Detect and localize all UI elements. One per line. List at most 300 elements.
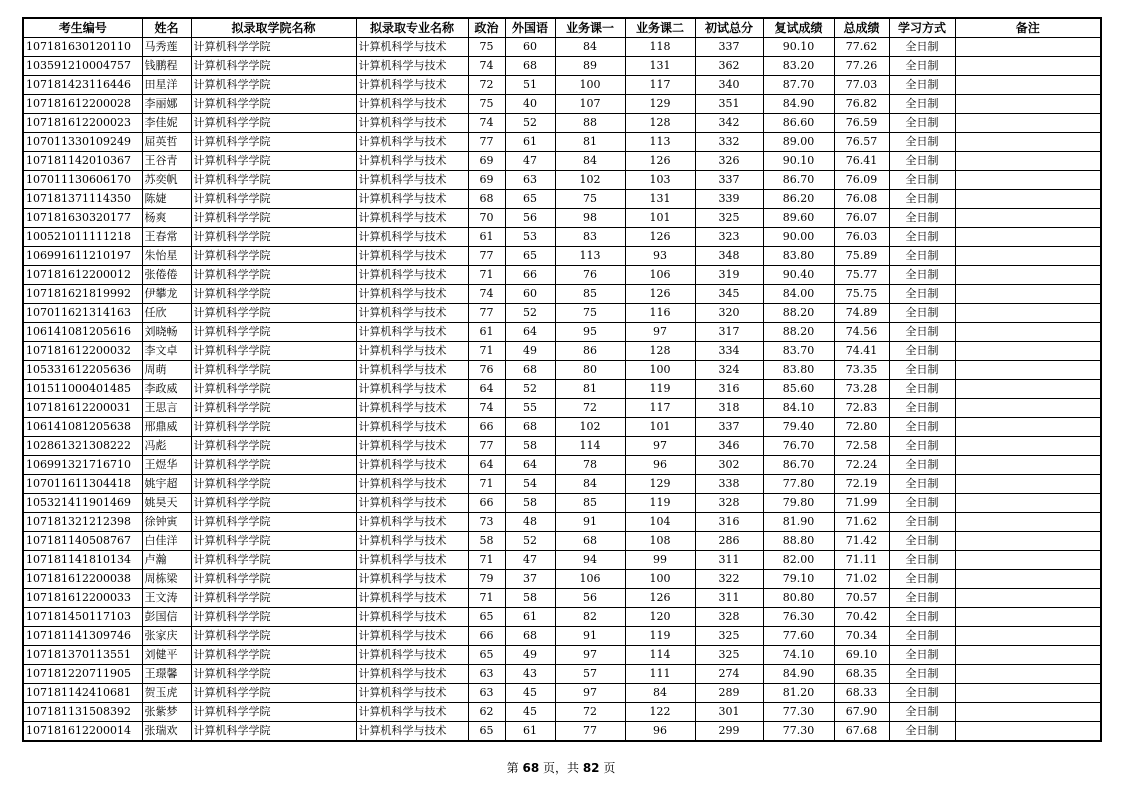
cell-remarks bbox=[955, 57, 1101, 76]
cell-retest-score: 79.80 bbox=[763, 494, 834, 513]
cell-course-one: 85 bbox=[555, 285, 625, 304]
cell-college: 计算机科学学院 bbox=[191, 494, 356, 513]
cell-candidate-id: 105331612205636 bbox=[23, 361, 142, 380]
cell-foreign-language: 60 bbox=[505, 38, 555, 57]
cell-prelim-total: 316 bbox=[695, 380, 763, 399]
cell-candidate-id: 107181612200023 bbox=[23, 114, 142, 133]
cell-course-two: 117 bbox=[625, 76, 695, 95]
cell-politics: 75 bbox=[468, 38, 505, 57]
table-row bbox=[23, 608, 1101, 627]
cell-college: 计算机科学学院 bbox=[191, 95, 356, 114]
cell-course-two: 99 bbox=[625, 551, 695, 570]
cell-politics: 66 bbox=[468, 418, 505, 437]
cell-college: 计算机科学学院 bbox=[191, 646, 356, 665]
cell-retest-score: 90.40 bbox=[763, 266, 834, 285]
cell-course-two: 129 bbox=[625, 95, 695, 114]
cell-candidate-id: 107011621314163 bbox=[23, 304, 142, 323]
cell-name: 彭国信 bbox=[142, 608, 191, 627]
cell-course-two: 106 bbox=[625, 266, 695, 285]
cell-course-two: 111 bbox=[625, 665, 695, 684]
cell-name: 冯彪 bbox=[142, 437, 191, 456]
cell-remarks bbox=[955, 342, 1101, 361]
cell-name: 王璟馨 bbox=[142, 665, 191, 684]
cell-study-mode: 全日制 bbox=[889, 608, 955, 627]
cell-study-mode: 全日制 bbox=[889, 361, 955, 380]
cell-name: 李文卓 bbox=[142, 342, 191, 361]
cell-remarks bbox=[955, 133, 1101, 152]
cell-foreign-language: 65 bbox=[505, 247, 555, 266]
column-header-college: 拟录取学院名称 bbox=[191, 18, 356, 38]
cell-major: 计算机科学与技术 bbox=[356, 114, 468, 133]
cell-politics: 63 bbox=[468, 665, 505, 684]
cell-major: 计算机科学与技术 bbox=[356, 152, 468, 171]
cell-name: 屈英哲 bbox=[142, 133, 191, 152]
cell-name: 杨爽 bbox=[142, 209, 191, 228]
cell-foreign-language: 47 bbox=[505, 152, 555, 171]
cell-candidate-id: 107181612200033 bbox=[23, 589, 142, 608]
cell-course-two: 119 bbox=[625, 380, 695, 399]
column-header-politics: 政治 bbox=[468, 18, 505, 38]
cell-politics: 61 bbox=[468, 323, 505, 342]
cell-prelim-total: 274 bbox=[695, 665, 763, 684]
cell-total-score: 70.42 bbox=[834, 608, 889, 627]
cell-total-score: 74.56 bbox=[834, 323, 889, 342]
cell-college: 计算机科学学院 bbox=[191, 38, 356, 57]
cell-candidate-id: 107181612200028 bbox=[23, 95, 142, 114]
cell-foreign-language: 64 bbox=[505, 456, 555, 475]
cell-total-score: 71.42 bbox=[834, 532, 889, 551]
cell-politics: 66 bbox=[468, 494, 505, 513]
table-row bbox=[23, 228, 1101, 247]
cell-study-mode: 全日制 bbox=[889, 418, 955, 437]
cell-course-two: 117 bbox=[625, 399, 695, 418]
table-row bbox=[23, 456, 1101, 475]
cell-politics: 64 bbox=[468, 380, 505, 399]
cell-study-mode: 全日制 bbox=[889, 76, 955, 95]
cell-retest-score: 88.20 bbox=[763, 323, 834, 342]
cell-course-one: 82 bbox=[555, 608, 625, 627]
column-header-course-one: 业务课一 bbox=[555, 18, 625, 38]
cell-name: 邢鼎威 bbox=[142, 418, 191, 437]
cell-name: 周栋梁 bbox=[142, 570, 191, 589]
cell-retest-score: 88.20 bbox=[763, 304, 834, 323]
cell-name: 白佳洋 bbox=[142, 532, 191, 551]
cell-prelim-total: 301 bbox=[695, 703, 763, 722]
cell-course-two: 97 bbox=[625, 437, 695, 456]
cell-remarks bbox=[955, 266, 1101, 285]
cell-study-mode: 全日制 bbox=[889, 266, 955, 285]
cell-course-one: 102 bbox=[555, 171, 625, 190]
cell-prelim-total: 318 bbox=[695, 399, 763, 418]
cell-prelim-total: 323 bbox=[695, 228, 763, 247]
cell-foreign-language: 63 bbox=[505, 171, 555, 190]
cell-college: 计算机科学学院 bbox=[191, 133, 356, 152]
cell-course-one: 85 bbox=[555, 494, 625, 513]
cell-remarks bbox=[955, 532, 1101, 551]
cell-major: 计算机科学与技术 bbox=[356, 494, 468, 513]
cell-course-two: 97 bbox=[625, 323, 695, 342]
cell-candidate-id: 103591210004757 bbox=[23, 57, 142, 76]
cell-course-two: 126 bbox=[625, 589, 695, 608]
cell-prelim-total: 302 bbox=[695, 456, 763, 475]
cell-course-one: 98 bbox=[555, 209, 625, 228]
cell-course-one: 81 bbox=[555, 133, 625, 152]
cell-total-score: 72.24 bbox=[834, 456, 889, 475]
cell-remarks bbox=[955, 513, 1101, 532]
cell-name: 卢瀚 bbox=[142, 551, 191, 570]
table-row bbox=[23, 380, 1101, 399]
cell-candidate-id: 106141081205638 bbox=[23, 418, 142, 437]
cell-prelim-total: 334 bbox=[695, 342, 763, 361]
cell-remarks bbox=[955, 570, 1101, 589]
cell-total-score: 75.75 bbox=[834, 285, 889, 304]
cell-candidate-id: 107181423116446 bbox=[23, 76, 142, 95]
cell-name: 贺玉虎 bbox=[142, 684, 191, 703]
cell-remarks bbox=[955, 437, 1101, 456]
cell-politics: 65 bbox=[468, 608, 505, 627]
cell-candidate-id: 107181630320177 bbox=[23, 209, 142, 228]
table-row bbox=[23, 323, 1101, 342]
cell-total-score: 74.41 bbox=[834, 342, 889, 361]
cell-study-mode: 全日制 bbox=[889, 228, 955, 247]
cell-name: 钱鹏程 bbox=[142, 57, 191, 76]
cell-course-one: 83 bbox=[555, 228, 625, 247]
cell-remarks bbox=[955, 475, 1101, 494]
cell-politics: 74 bbox=[468, 57, 505, 76]
cell-remarks bbox=[955, 456, 1101, 475]
cell-total-score: 76.57 bbox=[834, 133, 889, 152]
cell-retest-score: 86.20 bbox=[763, 190, 834, 209]
table-row bbox=[23, 589, 1101, 608]
table-row bbox=[23, 437, 1101, 456]
table-row bbox=[23, 399, 1101, 418]
current-page-number: 68 bbox=[522, 761, 540, 775]
cell-name: 周萌 bbox=[142, 361, 191, 380]
cell-foreign-language: 68 bbox=[505, 627, 555, 646]
cell-course-two: 126 bbox=[625, 152, 695, 171]
cell-course-two: 129 bbox=[625, 475, 695, 494]
cell-course-one: 76 bbox=[555, 266, 625, 285]
cell-prelim-total: 337 bbox=[695, 171, 763, 190]
cell-foreign-language: 52 bbox=[505, 114, 555, 133]
cell-prelim-total: 322 bbox=[695, 570, 763, 589]
cell-politics: 74 bbox=[468, 114, 505, 133]
cell-politics: 64 bbox=[468, 456, 505, 475]
column-header-remarks: 备注 bbox=[955, 18, 1101, 38]
cell-retest-score: 83.70 bbox=[763, 342, 834, 361]
cell-total-score: 70.34 bbox=[834, 627, 889, 646]
cell-major: 计算机科学与技术 bbox=[356, 95, 468, 114]
cell-name: 陈婕 bbox=[142, 190, 191, 209]
table-row bbox=[23, 95, 1101, 114]
cell-study-mode: 全日制 bbox=[889, 703, 955, 722]
cell-college: 计算机科学学院 bbox=[191, 209, 356, 228]
cell-remarks bbox=[955, 152, 1101, 171]
cell-study-mode: 全日制 bbox=[889, 627, 955, 646]
table-row bbox=[23, 475, 1101, 494]
cell-course-one: 88 bbox=[555, 114, 625, 133]
cell-prelim-total: 326 bbox=[695, 152, 763, 171]
table-row bbox=[23, 114, 1101, 133]
cell-college: 计算机科学学院 bbox=[191, 361, 356, 380]
cell-foreign-language: 52 bbox=[505, 304, 555, 323]
cell-major: 计算机科学与技术 bbox=[356, 589, 468, 608]
cell-total-score: 71.99 bbox=[834, 494, 889, 513]
cell-remarks bbox=[955, 608, 1101, 627]
cell-prelim-total: 346 bbox=[695, 437, 763, 456]
cell-candidate-id: 106141081205616 bbox=[23, 323, 142, 342]
cell-study-mode: 全日制 bbox=[889, 114, 955, 133]
cell-retest-score: 80.80 bbox=[763, 589, 834, 608]
cell-foreign-language: 53 bbox=[505, 228, 555, 247]
cell-prelim-total: 337 bbox=[695, 38, 763, 57]
cell-course-two: 93 bbox=[625, 247, 695, 266]
cell-remarks bbox=[955, 665, 1101, 684]
cell-total-score: 67.90 bbox=[834, 703, 889, 722]
cell-college: 计算机科学学院 bbox=[191, 665, 356, 684]
cell-study-mode: 全日制 bbox=[889, 494, 955, 513]
cell-candidate-id: 107181621819992 bbox=[23, 285, 142, 304]
cell-college: 计算机科学学院 bbox=[191, 399, 356, 418]
cell-major: 计算机科学与技术 bbox=[356, 361, 468, 380]
cell-major: 计算机科学与技术 bbox=[356, 475, 468, 494]
cell-course-one: 57 bbox=[555, 665, 625, 684]
cell-college: 计算机科学学院 bbox=[191, 76, 356, 95]
cell-college: 计算机科学学院 bbox=[191, 342, 356, 361]
cell-candidate-id: 107181612200014 bbox=[23, 722, 142, 742]
cell-study-mode: 全日制 bbox=[889, 209, 955, 228]
table-body bbox=[23, 38, 1101, 742]
cell-candidate-id: 106991611210197 bbox=[23, 247, 142, 266]
cell-course-one: 113 bbox=[555, 247, 625, 266]
cell-course-one: 107 bbox=[555, 95, 625, 114]
cell-course-one: 77 bbox=[555, 722, 625, 742]
cell-name: 姚宇超 bbox=[142, 475, 191, 494]
cell-prelim-total: 316 bbox=[695, 513, 763, 532]
cell-remarks bbox=[955, 114, 1101, 133]
cell-name: 李佳妮 bbox=[142, 114, 191, 133]
cell-foreign-language: 52 bbox=[505, 380, 555, 399]
cell-foreign-language: 49 bbox=[505, 646, 555, 665]
cell-course-two: 84 bbox=[625, 684, 695, 703]
cell-college: 计算机科学学院 bbox=[191, 532, 356, 551]
cell-college: 计算机科学学院 bbox=[191, 266, 356, 285]
cell-course-two: 100 bbox=[625, 361, 695, 380]
cell-major: 计算机科学与技术 bbox=[356, 380, 468, 399]
cell-total-score: 76.82 bbox=[834, 95, 889, 114]
cell-politics: 62 bbox=[468, 703, 505, 722]
cell-study-mode: 全日制 bbox=[889, 171, 955, 190]
cell-politics: 79 bbox=[468, 570, 505, 589]
cell-prelim-total: 311 bbox=[695, 589, 763, 608]
cell-total-score: 72.19 bbox=[834, 475, 889, 494]
cell-course-two: 101 bbox=[625, 209, 695, 228]
cell-course-one: 106 bbox=[555, 570, 625, 589]
cell-prelim-total: 320 bbox=[695, 304, 763, 323]
cell-total-score: 72.80 bbox=[834, 418, 889, 437]
cell-politics: 71 bbox=[468, 551, 505, 570]
cell-course-two: 120 bbox=[625, 608, 695, 627]
cell-major: 计算机科学与技术 bbox=[356, 722, 468, 742]
cell-college: 计算机科学学院 bbox=[191, 722, 356, 742]
cell-total-score: 67.68 bbox=[834, 722, 889, 742]
cell-remarks bbox=[955, 209, 1101, 228]
cell-retest-score: 89.00 bbox=[763, 133, 834, 152]
cell-college: 计算机科学学院 bbox=[191, 437, 356, 456]
cell-college: 计算机科学学院 bbox=[191, 684, 356, 703]
cell-course-one: 81 bbox=[555, 380, 625, 399]
cell-study-mode: 全日制 bbox=[889, 475, 955, 494]
cell-politics: 66 bbox=[468, 627, 505, 646]
cell-politics: 75 bbox=[468, 95, 505, 114]
cell-college: 计算机科学学院 bbox=[191, 703, 356, 722]
cell-college: 计算机科学学院 bbox=[191, 570, 356, 589]
cell-prelim-total: 342 bbox=[695, 114, 763, 133]
cell-candidate-id: 107011130606170 bbox=[23, 171, 142, 190]
cell-course-one: 84 bbox=[555, 475, 625, 494]
cell-major: 计算机科学与技术 bbox=[356, 627, 468, 646]
table-row bbox=[23, 418, 1101, 437]
cell-foreign-language: 45 bbox=[505, 684, 555, 703]
cell-candidate-id: 107181612200032 bbox=[23, 342, 142, 361]
cell-course-two: 108 bbox=[625, 532, 695, 551]
cell-prelim-total: 286 bbox=[695, 532, 763, 551]
cell-course-two: 118 bbox=[625, 38, 695, 57]
footer-suffix: 页 bbox=[599, 761, 616, 775]
cell-candidate-id: 107181371114350 bbox=[23, 190, 142, 209]
cell-course-one: 100 bbox=[555, 76, 625, 95]
cell-study-mode: 全日制 bbox=[889, 380, 955, 399]
cell-candidate-id: 107181142010367 bbox=[23, 152, 142, 171]
cell-prelim-total: 337 bbox=[695, 418, 763, 437]
cell-course-two: 101 bbox=[625, 418, 695, 437]
cell-prelim-total: 351 bbox=[695, 95, 763, 114]
cell-foreign-language: 68 bbox=[505, 418, 555, 437]
cell-name: 刘健平 bbox=[142, 646, 191, 665]
cell-major: 计算机科学与技术 bbox=[356, 57, 468, 76]
cell-retest-score: 86.70 bbox=[763, 171, 834, 190]
cell-course-one: 114 bbox=[555, 437, 625, 456]
cell-study-mode: 全日制 bbox=[889, 95, 955, 114]
cell-foreign-language: 43 bbox=[505, 665, 555, 684]
page-footer bbox=[0, 759, 1122, 776]
cell-total-score: 71.62 bbox=[834, 513, 889, 532]
cell-major: 计算机科学与技术 bbox=[356, 209, 468, 228]
cell-major: 计算机科学与技术 bbox=[356, 665, 468, 684]
cell-course-one: 72 bbox=[555, 399, 625, 418]
cell-remarks bbox=[955, 703, 1101, 722]
cell-politics: 68 bbox=[468, 190, 505, 209]
cell-total-score: 76.41 bbox=[834, 152, 889, 171]
column-header-prelim-total: 初试总分 bbox=[695, 18, 763, 38]
cell-name: 王煜华 bbox=[142, 456, 191, 475]
cell-candidate-id: 107181370113551 bbox=[23, 646, 142, 665]
cell-candidate-id: 100521011111218 bbox=[23, 228, 142, 247]
cell-remarks bbox=[955, 722, 1101, 742]
cell-remarks bbox=[955, 494, 1101, 513]
cell-politics: 71 bbox=[468, 266, 505, 285]
cell-college: 计算机科学学院 bbox=[191, 323, 356, 342]
table-row bbox=[23, 247, 1101, 266]
cell-total-score: 73.35 bbox=[834, 361, 889, 380]
cell-course-two: 131 bbox=[625, 190, 695, 209]
table-row bbox=[23, 57, 1101, 76]
cell-remarks bbox=[955, 380, 1101, 399]
cell-major: 计算机科学与技术 bbox=[356, 513, 468, 532]
cell-course-one: 78 bbox=[555, 456, 625, 475]
table-row bbox=[23, 190, 1101, 209]
table-row bbox=[23, 152, 1101, 171]
table-row bbox=[23, 209, 1101, 228]
cell-study-mode: 全日制 bbox=[889, 570, 955, 589]
cell-total-score: 69.10 bbox=[834, 646, 889, 665]
cell-retest-score: 77.60 bbox=[763, 627, 834, 646]
cell-candidate-id: 107181142410681 bbox=[23, 684, 142, 703]
cell-major: 计算机科学与技术 bbox=[356, 228, 468, 247]
table-row bbox=[23, 703, 1101, 722]
cell-retest-score: 89.60 bbox=[763, 209, 834, 228]
cell-politics: 77 bbox=[468, 247, 505, 266]
cell-politics: 76 bbox=[468, 361, 505, 380]
cell-prelim-total: 339 bbox=[695, 190, 763, 209]
cell-course-one: 94 bbox=[555, 551, 625, 570]
cell-course-one: 91 bbox=[555, 627, 625, 646]
column-header-course-two: 业务课二 bbox=[625, 18, 695, 38]
table-row bbox=[23, 627, 1101, 646]
cell-course-two: 100 bbox=[625, 570, 695, 589]
cell-retest-score: 84.10 bbox=[763, 399, 834, 418]
cell-name: 王谷青 bbox=[142, 152, 191, 171]
cell-name: 王思言 bbox=[142, 399, 191, 418]
cell-course-one: 56 bbox=[555, 589, 625, 608]
cell-foreign-language: 58 bbox=[505, 589, 555, 608]
cell-name: 田星洋 bbox=[142, 76, 191, 95]
cell-course-two: 126 bbox=[625, 228, 695, 247]
cell-candidate-id: 107011330109249 bbox=[23, 133, 142, 152]
cell-candidate-id: 107181450117103 bbox=[23, 608, 142, 627]
cell-foreign-language: 56 bbox=[505, 209, 555, 228]
cell-college: 计算机科学学院 bbox=[191, 380, 356, 399]
cell-prelim-total: 324 bbox=[695, 361, 763, 380]
cell-total-score: 75.89 bbox=[834, 247, 889, 266]
cell-foreign-language: 61 bbox=[505, 608, 555, 627]
cell-retest-score: 84.90 bbox=[763, 665, 834, 684]
cell-major: 计算机科学与技术 bbox=[356, 399, 468, 418]
cell-politics: 71 bbox=[468, 589, 505, 608]
cell-college: 计算机科学学院 bbox=[191, 304, 356, 323]
cell-course-one: 97 bbox=[555, 646, 625, 665]
cell-retest-score: 81.90 bbox=[763, 513, 834, 532]
cell-course-one: 95 bbox=[555, 323, 625, 342]
cell-retest-score: 90.10 bbox=[763, 152, 834, 171]
table-row bbox=[23, 684, 1101, 703]
cell-study-mode: 全日制 bbox=[889, 190, 955, 209]
cell-major: 计算机科学与技术 bbox=[356, 76, 468, 95]
cell-college: 计算机科学学院 bbox=[191, 228, 356, 247]
cell-course-one: 75 bbox=[555, 190, 625, 209]
cell-candidate-id: 101511000401485 bbox=[23, 380, 142, 399]
cell-candidate-id: 107181612200031 bbox=[23, 399, 142, 418]
cell-prelim-total: 338 bbox=[695, 475, 763, 494]
cell-foreign-language: 68 bbox=[505, 361, 555, 380]
cell-politics: 65 bbox=[468, 646, 505, 665]
cell-course-two: 128 bbox=[625, 114, 695, 133]
cell-course-one: 97 bbox=[555, 684, 625, 703]
cell-prelim-total: 311 bbox=[695, 551, 763, 570]
cell-course-one: 75 bbox=[555, 304, 625, 323]
cell-name: 李政威 bbox=[142, 380, 191, 399]
cell-politics: 65 bbox=[468, 722, 505, 742]
